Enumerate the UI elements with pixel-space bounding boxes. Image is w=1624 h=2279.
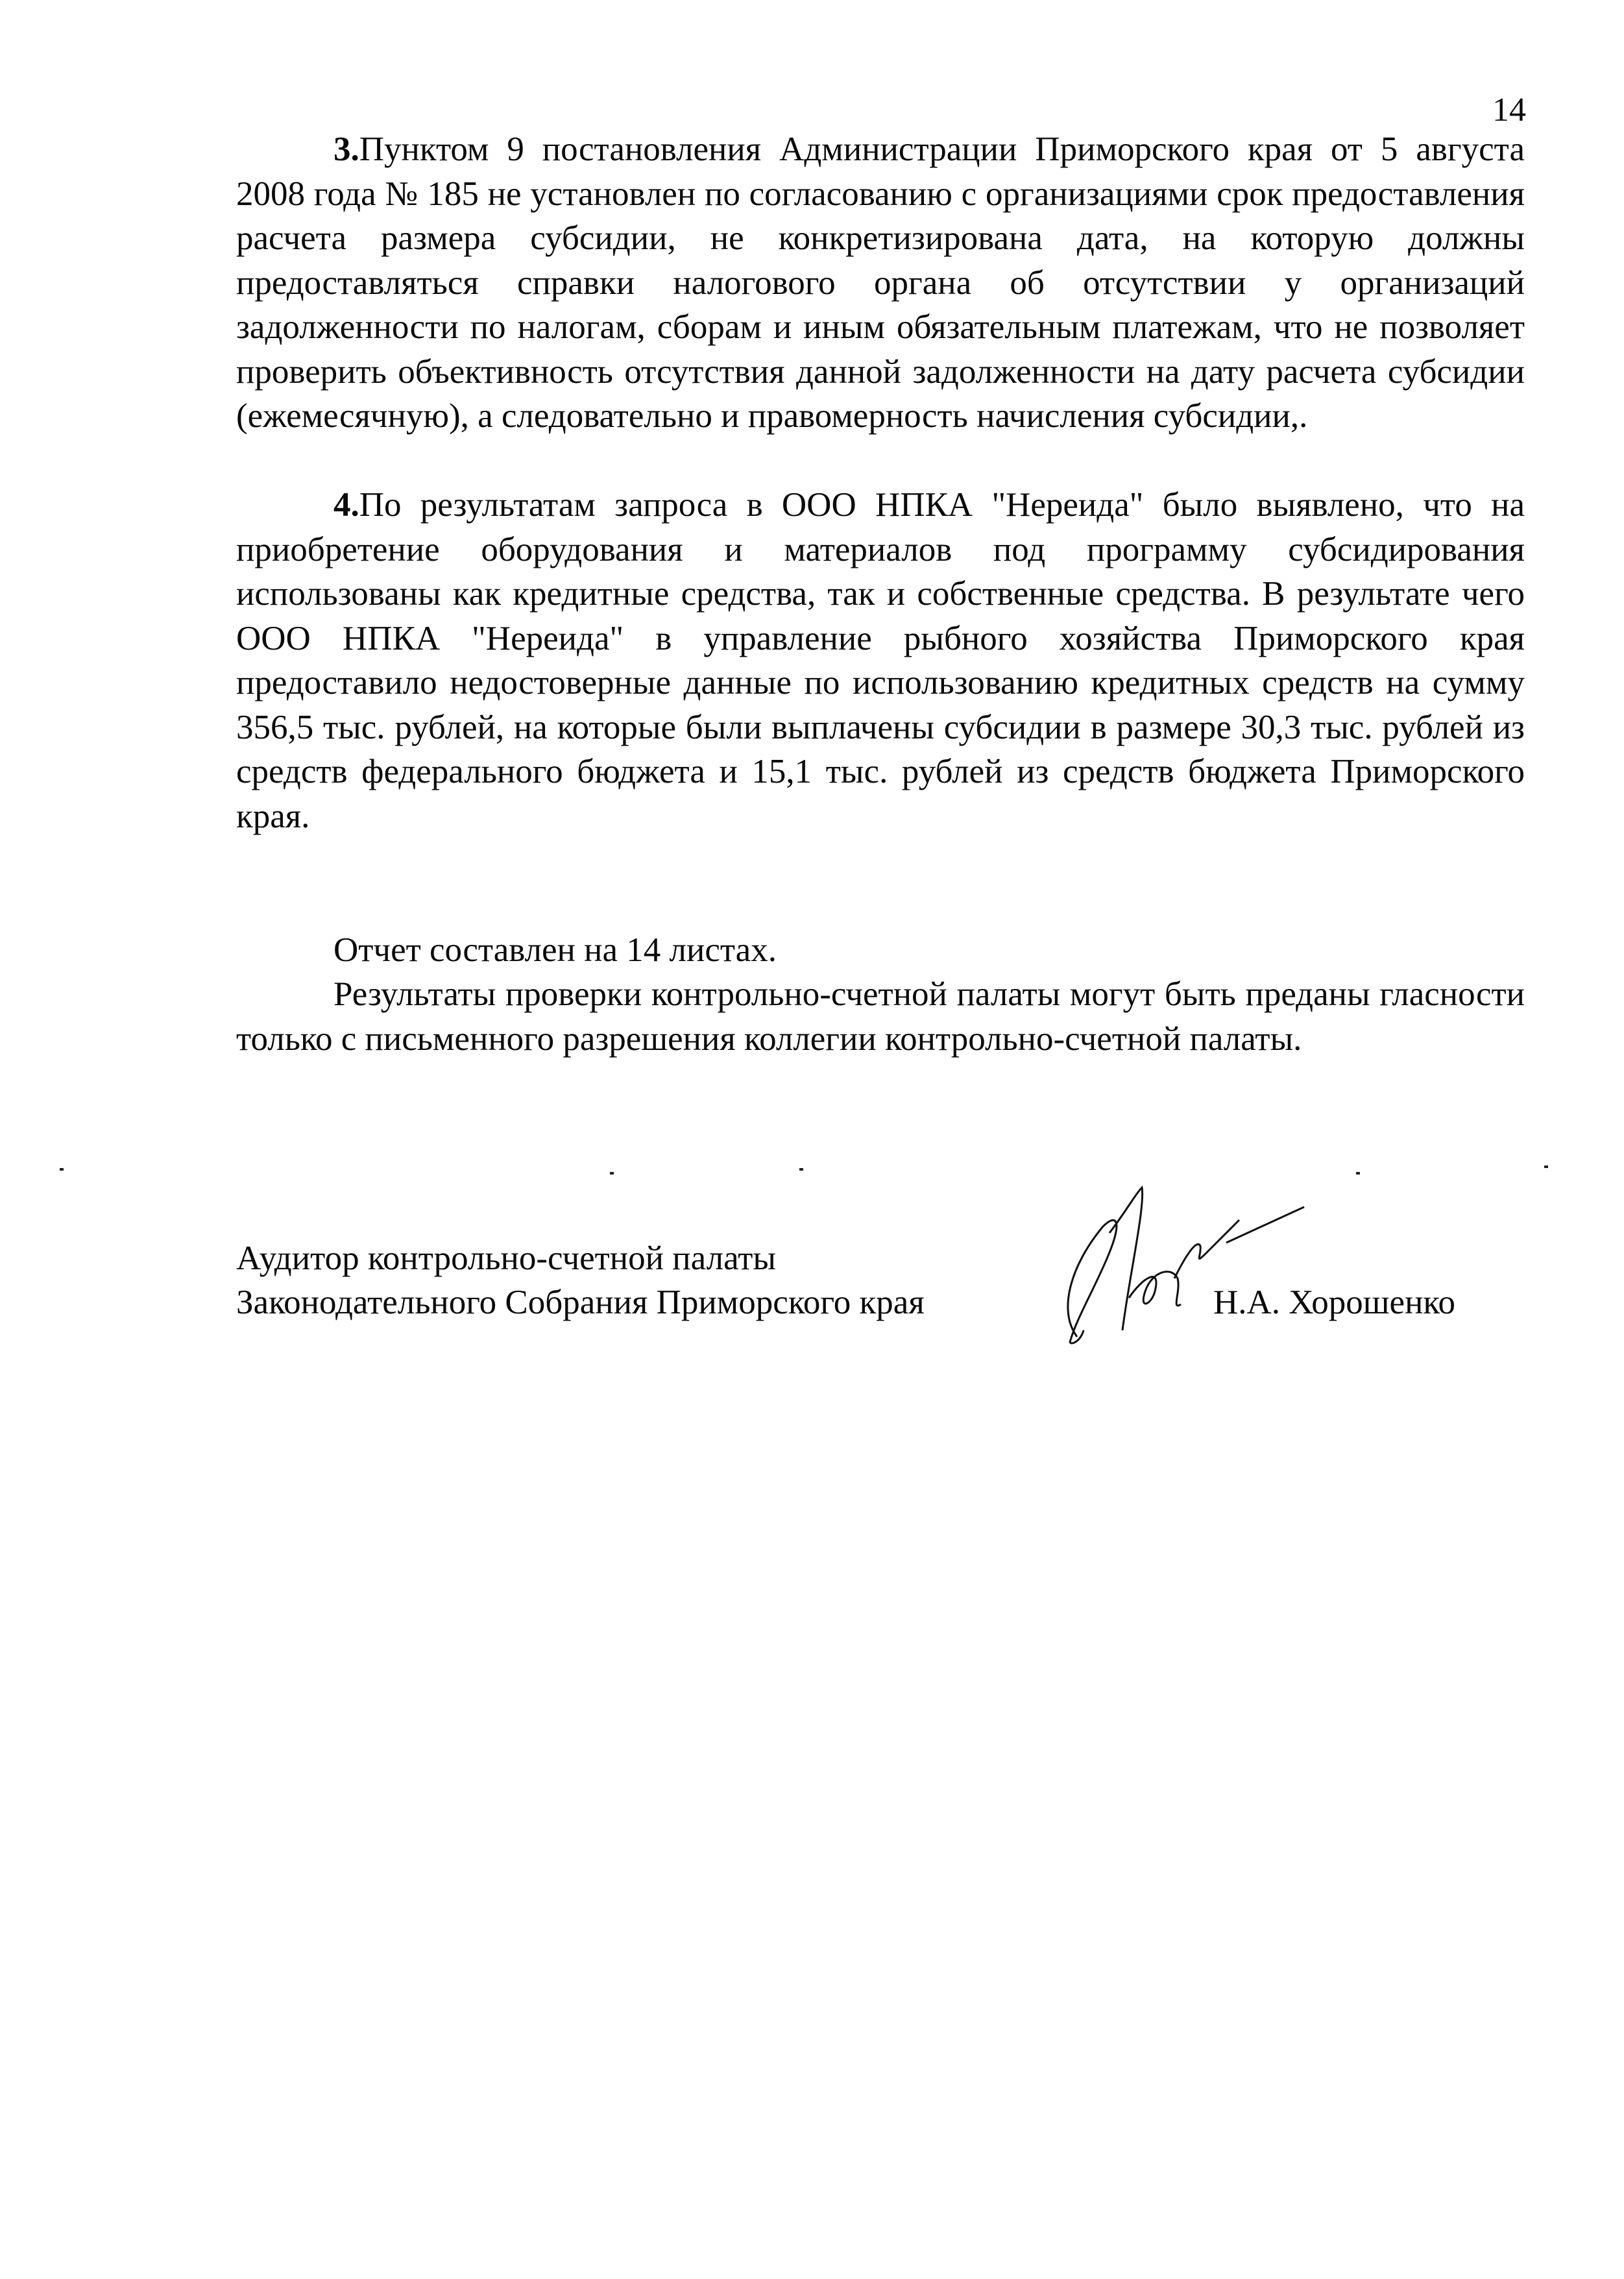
signatory-title-line-2: Законодательного Собрания Приморского края: [236, 1284, 925, 1321]
paragraph-4-text: По результатам запроса в ООО НПКА "Нереида" было выявлено, что на приобретение оборудования и материалов под программу субсидирования использованы как кредитные средства, так и собственные средства. В результате чего ООО НПКА "Нереида" в управление рыбного хозяйства Приморского края предоставило недостоверные данные по использованию кредитных средств на сумму 356,5 тыс. рублей, на которые были выплачены субсидии в размере 30,3 тыс. рублей из средств федерального бюджета и 15,1 тыс. рублей из средств бюджета Приморского края.: [236, 486, 1525, 835]
signatory-title-line-1: Аудитор контрольно-счетной палаты: [236, 1239, 777, 1277]
page-number: 14: [1492, 91, 1526, 128]
scan-dot: [799, 1168, 803, 1171]
paragraph-3-number: 3.: [333, 130, 359, 168]
handwritten-signature: [1032, 1181, 1343, 1350]
paragraph-4-number: 4.: [333, 486, 359, 524]
paragraph-3-text: Пунктом 9 постановления Администрации Приморского края от 5 августа 2008 года № 185 не установлен по согласованию с организациями срок предоставления расчета размера субсидии, не конкретизирована дата, на которую должны предоставляться справки налогового органа об отсутствии у организаций задолженности по налогам, сборам и иным обязательным платежам, что не позволяет проверить объективность отсутствия данной задолженности на дату расчета субсидии (ежемесячную), а следовательно и правомерность начисления субсидии,.: [236, 130, 1525, 435]
scan-dot: [1356, 1172, 1360, 1175]
paragraph-3: [236, 127, 1525, 439]
signatory-title: [236, 1236, 925, 1324]
paragraph-4: [236, 483, 1525, 838]
disclosure-note: Результаты проверки контрольно-счетной палаты могут быть преданы гласности только с письменного разрешения коллегии контрольно-счетной палаты.: [236, 975, 1525, 1058]
scan-dot: [1544, 1165, 1548, 1168]
signatory-name: Н.А. Хорошенко: [1213, 1284, 1455, 1321]
scan-dot: [60, 1168, 64, 1171]
scan-dot: [610, 1172, 614, 1175]
report-note: Отчет составлен на 14 листах.: [333, 931, 777, 969]
